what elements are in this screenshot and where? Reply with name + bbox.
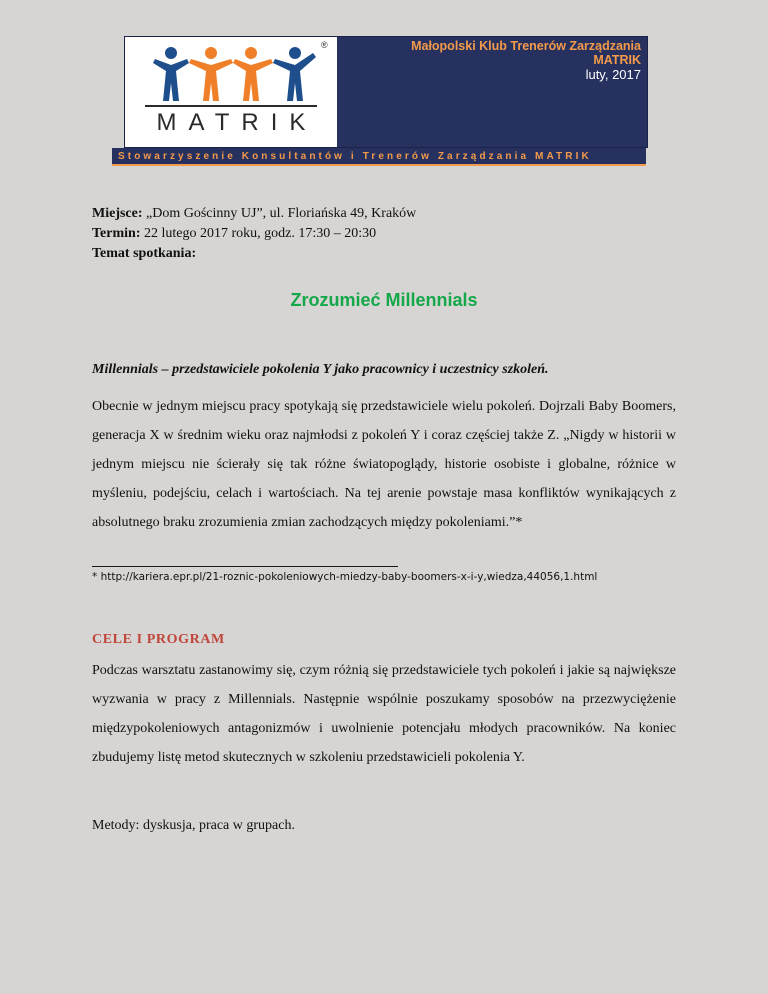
topic-line bbox=[92, 244, 416, 264]
date-value: 22 lutego 2017 roku, godz. 17:30 – 20:30 bbox=[143, 226, 377, 241]
registered-mark: ® bbox=[321, 40, 328, 50]
topic-label: Temat spotkania: bbox=[92, 246, 197, 261]
logo-wordmark: MATRIK bbox=[156, 109, 318, 136]
subtitle: Millennials – przedstawiciele pokolenia Y jako pracownicy i uczestnicy szkoleń. bbox=[92, 362, 549, 377]
header-text bbox=[411, 39, 641, 83]
club-name: Małopolski Klub Trenerów Zarządzania bbox=[411, 39, 641, 53]
section-heading: CELE I PROGRAM bbox=[92, 632, 225, 647]
place-label: Miejsce: bbox=[92, 206, 143, 221]
page-title: Zrozumieć Millennials bbox=[290, 290, 478, 310]
program-paragraph: Podczas warsztatu zastanowimy się, czym różnią się przedstawiciele tych pokoleń i jakie są największe wyzwania w pracy z Millennials. Następnie wspólnie poszukamy sposobów na przezwyciężenie międzypokoleniowych antagonizmów i uwolnienie potencjału młodych pracowników. Na koniec zbudujemy listę metod skutecznych w szkoleniu przedstawicieli pokolenia Y. bbox=[92, 663, 676, 765]
date-line bbox=[92, 224, 416, 244]
people-logo-icon bbox=[149, 45, 319, 105]
header-banner bbox=[124, 36, 648, 148]
intro-paragraph: Obecnie w jednym miejscu pracy spotykają się przedstawiciele wielu pokoleń. Dojrzali Baby Boomers, generacja X w średnim wieku oraz najmłodsi z pokoleń Y i coraz częściej także Z. „Nigdy w historii w jednym miejscu nie ścierały się tak różne światopoglądy, historie osobiste i globalne, różnice w myśleniu, podejściu, celach i wartościach. Na tej arenie powstaje masa konfliktów wynikających z absolutnego braku zrozumienia zmian zachodzących między pokoleniami.”* bbox=[92, 399, 676, 530]
tagline-bar: Stowarzyszenie Konsultantów i Trenerów Zarządzania MATRIK bbox=[112, 148, 646, 166]
event-info bbox=[92, 204, 416, 264]
issue-date: luty, 2017 bbox=[585, 67, 641, 82]
footnote-divider bbox=[92, 566, 398, 567]
footnote-link[interactable]: * http://kariera.epr.pl/21-roznic-pokoleniowych-miedzy-baby-boomers-x-i-y,wiedza,44056,1.html bbox=[92, 571, 598, 583]
date-label: Termin: bbox=[92, 226, 141, 241]
logo-divider bbox=[145, 105, 317, 107]
club-short-name: MATRIK bbox=[593, 53, 641, 67]
place-line bbox=[92, 204, 416, 224]
logo-panel bbox=[125, 37, 337, 147]
place-value: „Dom Gościnny UJ”, ul. Floriańska 49, Kraków bbox=[146, 206, 417, 221]
methods-line: Metody: dyskusja, praca w grupach. bbox=[92, 818, 295, 833]
